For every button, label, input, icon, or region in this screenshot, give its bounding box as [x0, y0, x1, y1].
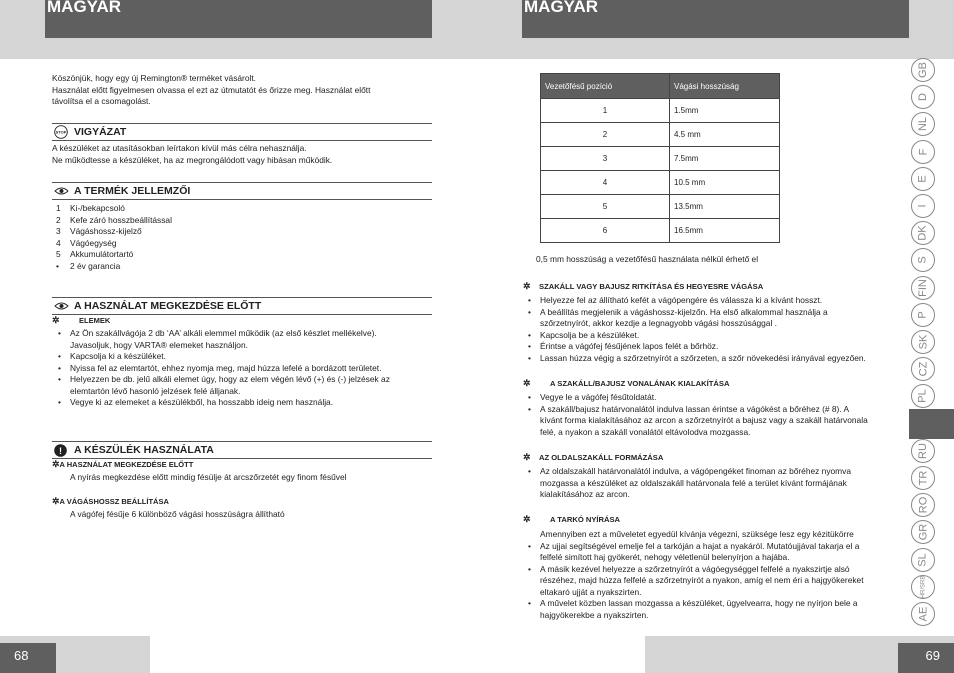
language-tab-sk[interactable]: [911, 330, 935, 354]
language-tab-pl[interactable]: [911, 384, 935, 408]
language-tab-label: RO: [917, 496, 929, 514]
language-tab-label: NL: [917, 116, 929, 132]
sun-icon: ✲: [523, 451, 531, 462]
language-tab-dk[interactable]: [911, 221, 935, 245]
language-tab-i[interactable]: [911, 194, 935, 218]
features-list: [52, 203, 432, 272]
batteries-list: [52, 328, 432, 409]
table-row: 6 16.5mm: [541, 219, 780, 243]
batteries-subtitle-row: ✲ ELEMEK: [52, 315, 111, 325]
list-item: • Kapcsolja be a készüléket.: [522, 330, 908, 342]
language-tab-ae[interactable]: [911, 602, 935, 626]
left-page-header: MAGYAR: [45, 0, 432, 38]
usage-section: [52, 441, 432, 520]
before-use-title-row: [52, 297, 432, 315]
language-tab-label: GR: [917, 523, 929, 541]
usage-text-1: A nyírás megkezdése előtt mindig fésülje át arcszőrzetét egy finom fésűvel: [70, 472, 347, 482]
svg-text:STOP: STOP: [55, 129, 67, 135]
language-tab-fin[interactable]: [911, 276, 935, 300]
language-tab-label: SK: [917, 334, 929, 350]
neck-list: [522, 541, 908, 622]
length-subtitle-row: ✲ A VÁGÁSHOSSZ BEÁLLÍTÁSA: [52, 495, 169, 506]
warning-section: [52, 123, 432, 166]
outline-title-row: ✲ A SZAKÁLL/BAJUSZ VONALÁNAK KIALAKÍTÁSA: [523, 377, 730, 388]
list-item: • A másik kezével helyezze a szőrzetnyírót a vágóegységgel felfelé a nyakszirtje alsó részéhez, majd húzza felfelé a szőrzetnyírót a nyakon, amíg el nem éri a hajgyökereket eltakaró ujját a nyakszirten.: [522, 564, 908, 599]
before-use-title: A HASZNÁLAT MEGKEZDÉSE ELŐTT: [74, 300, 262, 312]
language-tab-label: HR/SRB: [920, 575, 927, 599]
info-icon: [52, 444, 74, 457]
outline-list: [522, 392, 908, 438]
list-item: • A szakáll/bajusz határvonalától indulva lassan érintse a vágókést a bőréhez (# 8). A kívánt forma kialakításához az arcon a szőrzetnyírót a bajusz vagy a szakáll határvonala felé, a nyakon a szakáll vonalától eltávolodva mozgassa.: [522, 404, 908, 439]
right-page-header: MAGYAR: [522, 0, 909, 38]
table-row: 4 10.5 mm: [541, 171, 780, 195]
language-tab-ro[interactable]: [911, 493, 935, 517]
intro-text: Köszönjük, hogy egy új Remington® terméket vásárolt. Használat előtt figyelmesen olvassa el ezt az útmutatót és őrizze meg. Használat előtt távolítsa el a csomagolást.: [52, 73, 371, 106]
list-item: 4 Vágóegység: [56, 237, 117, 248]
list-item: • Vegye le a vágófej fésűtoldatát.: [522, 392, 908, 404]
stop-icon: [52, 125, 74, 139]
sun-icon: ✲: [523, 377, 531, 388]
page-number-left: 68: [0, 643, 56, 673]
list-item: • Helyezze fel az állítható kefét a vágópengére és válassza ki a kívánt hosszt.: [522, 295, 908, 307]
warning-title: VIGYÁZAT: [74, 126, 127, 138]
language-tab-label: GB: [917, 62, 929, 78]
before-use-section: [52, 297, 432, 409]
svg-text:!: !: [59, 445, 62, 456]
table-header: Vezetőfésű pozíció: [541, 74, 670, 99]
eye-icon: [52, 301, 74, 311]
page-number-right: 69: [898, 643, 954, 673]
language-tab-label: SL: [917, 553, 929, 567]
list-item: • Az ujjai segítségével emelje fel a tarkóján a hajat a nyakáról. Mutatóujjával takarja el a felfelé simított haj gyökerét, nehogy véletlenül belenyírjon a hajába.: [522, 541, 908, 564]
language-tab-label: I: [917, 204, 929, 208]
thinning-section: [522, 280, 908, 364]
language-tab-label: CZ: [916, 361, 929, 377]
language-tab-label: PL: [917, 389, 929, 403]
usage-title-row: [52, 441, 432, 459]
list-item: • Helyezzen be db. jelű alkáli elemet úgy, hogy az elem végén lévő (+) és (-) jelzések az elemtartón lévő hasonló jelzések felé álljanak.: [52, 374, 432, 397]
language-tab-f[interactable]: [911, 140, 935, 164]
language-tab-s[interactable]: [911, 248, 935, 272]
neck-title-row: ✲ A TARKÓ NYÍRÁSA: [523, 513, 621, 524]
usage-title: A KÉSZÜLÉK HASZNÁLATA: [74, 444, 214, 456]
language-tab-label: D: [916, 93, 929, 101]
cutting-length-table: [540, 73, 780, 243]
list-item: 1 Ki-/bekapcsoló: [56, 203, 125, 213]
language-tab-label: P: [917, 311, 929, 319]
list-item: 5 Akkumulátortartó: [56, 249, 134, 259]
features-title-row: [52, 182, 432, 200]
thinning-list: [522, 295, 908, 364]
list-item: • Lassan húzza végig a szőrzetnyírót a szőrzeten, a szőr növekedési irányával egyezően.: [522, 353, 908, 365]
usage-text-2: A vágófej fésűje 6 különböző vágási hosszúságra állítható: [70, 508, 285, 519]
language-tab-d[interactable]: [911, 85, 935, 109]
table-row: 1 1.5mm: [541, 99, 780, 123]
sun-icon: ✲: [523, 513, 531, 524]
language-tab-label: TR: [916, 470, 929, 486]
features-section: [52, 182, 432, 272]
table-header-row: [541, 74, 780, 99]
language-tab-label: F: [916, 148, 929, 156]
language-tab-gr[interactable]: [911, 520, 935, 544]
list-item: • Az Ön szakállvágója 2 db ‘AA’ alkáli elemmel működik (az első készlet mellékelve). Javasoljuk, hogy VARTA® elemeket használjon.: [52, 328, 432, 351]
list-item: • Nyissa fel az elemtartót, ehhez nyomja meg, majd húzza lefelé a bordázott területet.: [52, 363, 432, 375]
language-tab-sl[interactable]: [911, 548, 935, 572]
active-language-tab-bg: [909, 409, 954, 439]
language-tab-cz[interactable]: [911, 357, 935, 381]
sideburns-list: [522, 466, 908, 501]
language-tab-nl[interactable]: [911, 112, 935, 136]
table-row: 3 7.5mm: [541, 147, 780, 171]
warning-line: A készüléket az utasításokban leírtakon kívül más célra nehasználja.: [52, 143, 307, 153]
table-header: Vágási hosszúság: [670, 74, 780, 99]
list-item: • A beállítás megjelenik a vágáshossz-kijelzőn. Ha első alkalommal használja a szőrzetnyírót, akkor kezdje a legnagyobb vágási hosszúsággal .: [522, 307, 908, 330]
list-item: • Vegye ki az elemeket a készülékből, ha hosszabb ideig nem használja.: [52, 397, 432, 409]
outline-section: [522, 377, 908, 438]
list-item: • Az oldalszakáll határvonalától indulva, a vágópengéket finoman az bőréhez nyomva mozgassa a készüléket az oldalszakáll határvonala felé a terület kívánt formájának kialakításához az arcon.: [522, 466, 908, 501]
neck-section: [522, 513, 908, 621]
language-tab-e[interactable]: [911, 167, 935, 191]
sun-icon: ✲: [52, 315, 60, 325]
list-item: • A művelet közben lassan mozgassa a készüléket, ügyelvearra, hogy ne nyírjon bele a hajgyökerekbe a nyakszirten.: [522, 598, 908, 621]
eye-icon: [52, 186, 74, 196]
language-tab-label: FIN: [916, 279, 929, 297]
list-item: • 2 év garancia: [56, 260, 121, 271]
neck-intro: Amennyiben ezt a műveletet egyedül kívánja végezni, szüksége lesz egy kézitükörre: [540, 529, 854, 539]
thinning-title-row: ✲ SZAKÁLL VAGY BAJUSZ RITKÍTÁSA ÉS HEGYESRE VÁGÁSA: [523, 280, 764, 291]
table-row: 2 4.5 mm: [541, 123, 780, 147]
features-title: A TERMÉK JELLEMZŐI: [74, 185, 191, 197]
before-use-subtitle-row: ✲ A HASZNÁLAT MEGKEZDÉSE ELŐTT: [52, 459, 194, 469]
language-tab-p[interactable]: [911, 303, 935, 327]
list-item: 2 Kefe záró hosszbeállítással: [56, 214, 172, 225]
language-tab-tr[interactable]: [911, 466, 935, 490]
sun-icon: ✲: [52, 459, 60, 469]
language-tab-ru[interactable]: [911, 439, 935, 463]
language-tab-label: DK: [917, 225, 929, 241]
language-tab-label: RU: [916, 443, 929, 459]
warning-line: Ne működtesse a készüléket, ha az megrongálódott vagy hibásan működik.: [52, 154, 333, 165]
sideburns-section: [522, 451, 908, 501]
sun-icon: ✲: [52, 495, 60, 506]
sideburns-title-row: ✲ AZ OLDALSZAKÁLL FORMÁZÁSA: [523, 451, 664, 462]
language-tab-label: E: [917, 175, 929, 183]
language-tab-label: AE: [917, 606, 929, 622]
list-item: 3 Vágáshossz-kijelző: [56, 226, 142, 236]
table-note: 0,5 mm hosszúság a vezetőfésű használata nélkül érhető el: [536, 254, 759, 264]
sun-icon: ✲: [523, 280, 531, 291]
language-tab-hrsrb[interactable]: [911, 575, 935, 599]
table-row: 5 13.5mm: [541, 195, 780, 219]
list-item: • Érintse a vágófej fésűjének lapos felét a bőrhöz.: [522, 341, 908, 353]
language-tab-label: S: [917, 256, 929, 264]
warning-title-row: [52, 123, 432, 141]
language-tab-gb[interactable]: [911, 58, 935, 82]
list-item: • Kapcsolja ki a készüléket.: [52, 351, 432, 363]
